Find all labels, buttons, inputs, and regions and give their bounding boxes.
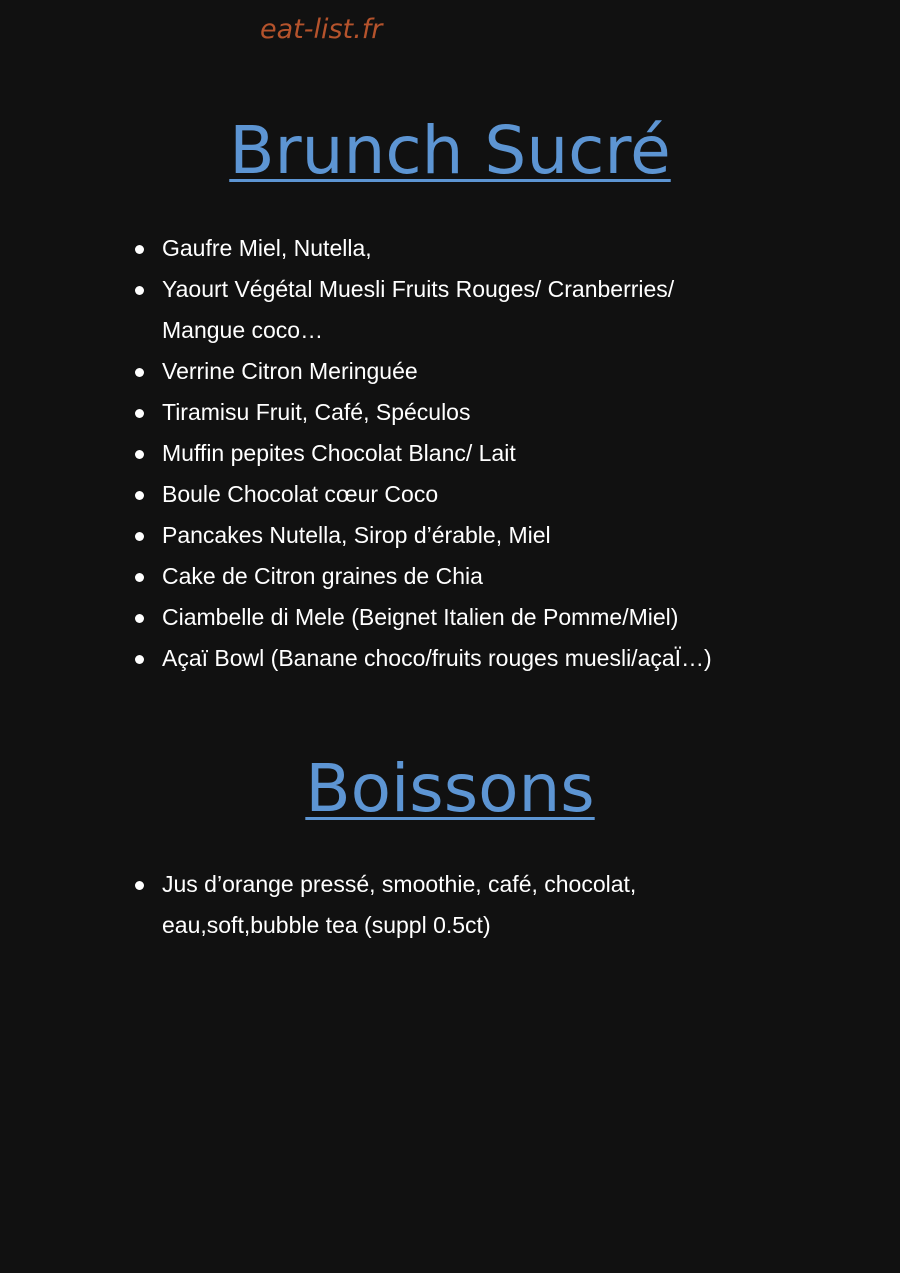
menu-item: Cake de Citron graines de Chia [162,556,802,597]
menu-item: Açaï Bowl (Banane choco/fruits rouges muesli/açaÏ…) [162,638,802,679]
section-title-brunch: Brunch Sucré [229,112,671,189]
section-title-boissons: Boissons [305,750,595,827]
menu-list-brunch [162,228,802,679]
menu-item: Tiramisu Fruit, Café, Spéculos [162,392,802,433]
watermark: eat-list.fr [260,14,383,45]
menu-item: Jus d’orange pressé, smoothie, café, chocolat, eau,soft,bubble tea (suppl 0.5ct) [162,864,702,946]
menu-item: Boule Chocolat cœur Coco [162,474,802,515]
menu-item: Pancakes Nutella, Sirop d’érable, Miel [162,515,802,556]
menu-item: Ciambelle di Mele (Beignet Italien de Pomme/Miel) [162,597,802,638]
menu-item: Gaufre Miel, Nutella, [162,228,802,269]
menu-item: Verrine Citron Meringuée [162,351,802,392]
menu-item: Yaourt Végétal Muesli Fruits Rouges/ Cranberries/ Mangue coco… [162,269,742,351]
menu-list-boissons [162,864,802,946]
menu-item: Muffin pepites Chocolat Blanc/ Lait [162,433,802,474]
